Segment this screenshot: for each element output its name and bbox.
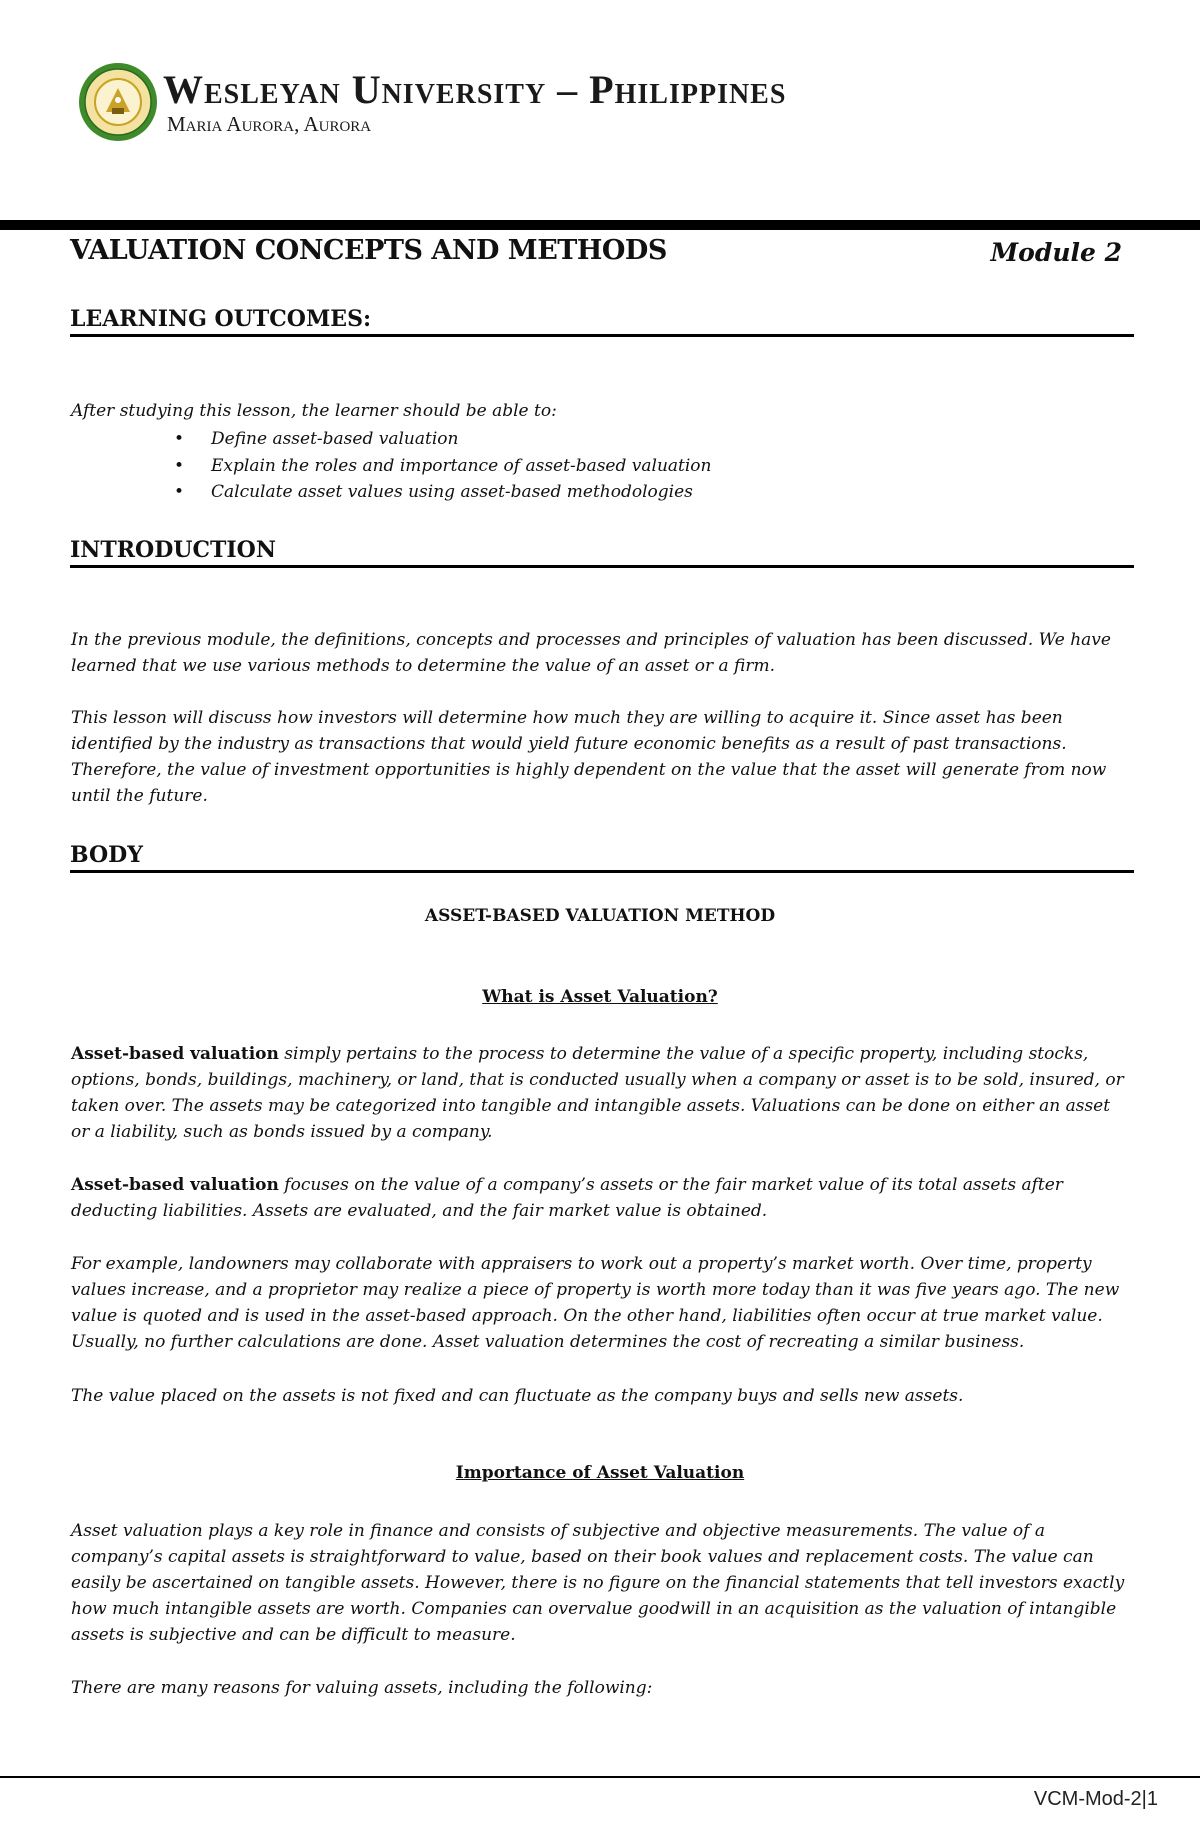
outcomes-intro: After studying this lesson, the learner should be able to: <box>71 401 557 421</box>
list-item: • Calculate asset values using asset-based methodologies <box>170 479 1070 506</box>
document-title: VALUATION CONCEPTS AND METHODS <box>70 235 667 266</box>
body-paragraph-6: There are many reasons for valuing assets, including the following: <box>71 1678 653 1698</box>
body-paragraph-5: Asset valuation plays a key role in finance and consists of subjective and objective measurements. The value of a company’s capital assets is straightforward to value, based on their book values and replacement costs. The value can easily be ascertained on tangible assets. However, there is no figure on the financial statements that tell investors exactly how much intangible assets are worth. Companies can overvalue goodwill in an acquisition as the valuation of intangible assets is subjective and can be difficult to measure. <box>71 1521 1125 1645</box>
body-paragraph-2: Asset-based valuation focuses on the value of a company’s assets or the fair market value of its total assets after deducting liabilities. Assets are evaluated, and the fair market value is obtained. <box>71 1175 1063 1221</box>
list-item: • Define asset-based valuation <box>170 426 1070 453</box>
page-footer: VCM-Mod-2|1 <box>1033 1788 1158 1810</box>
intro-paragraph-1: In the previous module, the definitions, concepts and processes and principles of valuation has been discussed. We have learned that we use various methods to determine the value of an asset or a firm. <box>71 630 1111 676</box>
introduction-heading: INTRODUCTION <box>70 537 1134 568</box>
header-divider <box>0 220 1200 230</box>
university-name: Wesleyan University – Philippines <box>163 67 787 112</box>
what-is-heading: What is Asset Valuation? <box>482 987 718 1007</box>
university-seal <box>78 62 158 142</box>
body-paragraph-3: For example, landowners may collaborate with appraisers to work out a property’s market worth. Over time, property values increase, and a proprietor may realize a piece of property is worth more today than it was five years ago. The new value is quoted and is used in the asset-based approach. On the other hand, liabilities often occur at true market value. Usually, no further calculations are done. Asset valuation determines the cost of recreating a similar business. <box>71 1254 1120 1352</box>
term-bold: Asset-based valuation <box>71 1175 279 1195</box>
body-paragraph-1: Asset-based valuation simply pertains to the process to determine the value of a specific property, including stocks, options, bonds, buildings, machinery, or land, that is conducted usually when a company or asset is to be sold, insured, or taken over. The assets may be categorized into tangible and intangible assets. Valuations can be done on either an asset or a liability, such as bonds issued by a company. <box>71 1044 1124 1142</box>
outcomes-list <box>170 426 1070 506</box>
intro-paragraph-2: This lesson will discuss how investors will determine how much they are willing to acquire it. Since asset has been identified by the industry as transactions that would yield future economic benefits as a result of past transactions. Therefore, the value of investment opportunities is highly dependent on the value that the asset will generate from now until the future. <box>71 708 1107 806</box>
body-paragraph-4: The value placed on the assets is not fixed and can fluctuate as the company buys and sells new assets. <box>71 1386 964 1406</box>
university-location: Maria Aurora, Aurora <box>167 112 372 136</box>
module-label: Module 2 <box>990 238 1122 267</box>
body-heading: BODY <box>70 842 1134 873</box>
term-bold: Asset-based valuation <box>71 1044 279 1064</box>
importance-heading: Importance of Asset Valuation <box>455 1463 745 1483</box>
footer-divider <box>0 1776 1200 1778</box>
learning-outcomes-heading: LEARNING OUTCOMES: <box>70 306 1134 337</box>
list-item: • Explain the roles and importance of asset-based valuation <box>170 453 1070 480</box>
method-title: ASSET-BASED VALUATION METHOD <box>424 906 776 926</box>
